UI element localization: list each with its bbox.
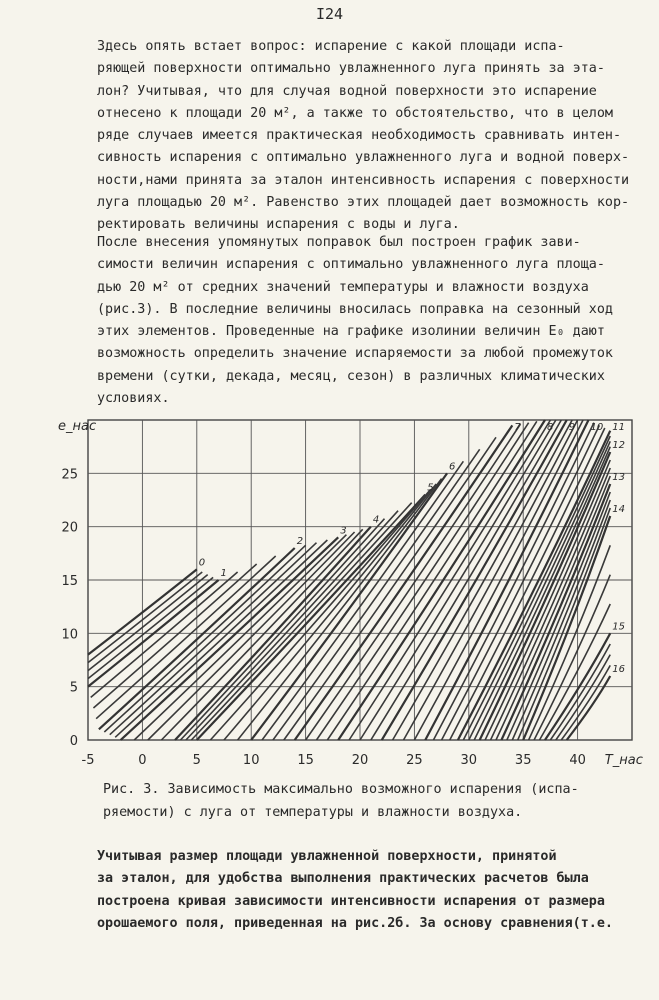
figure-caption xyxy=(103,778,633,824)
paragraph-2-line: (рис.3). В последние величины вносилась поправка на сезонный ход xyxy=(97,301,613,317)
paragraph-2-line: симости величин испарения с оптимально увлажненного луга площа- xyxy=(97,257,605,273)
y-tick-label: 15 xyxy=(61,574,78,589)
isoline-label-9: 9 xyxy=(568,422,576,433)
paragraph-3-line: построена кривая зависимости интенсивности испарения от размера xyxy=(97,893,605,909)
x-tick-label: 30 xyxy=(460,753,478,768)
x-tick-label: 25 xyxy=(406,753,423,768)
isoline-label-16: 16 xyxy=(612,664,625,675)
paragraph-3 xyxy=(97,846,627,935)
isoline-label-8: 8 xyxy=(546,422,554,433)
caption-line: Рис. 3. Зависимость максимально возможного испарения (испа- xyxy=(103,782,579,797)
paragraph-2-line: После внесения упомянутых поправок был построен график зави- xyxy=(97,235,581,250)
paragraph-1-line: ряющей поверхности оптимально увлажненного луга принять за эта- xyxy=(97,61,605,77)
paragraph-3-line: орошаемого поля, приведенная на рис.2б. За основу сравнения(т.е. xyxy=(97,915,613,931)
paragraph-1 xyxy=(97,36,630,237)
paragraph-1-line: ректировать величины испарения с воды и луга. xyxy=(97,217,460,233)
y-tick-label: 0 xyxy=(69,734,78,749)
x-tick-label: 10 xyxy=(242,753,260,768)
isoline-label-10: 10 xyxy=(590,422,604,433)
paragraph-1-line: отнесено к площади 20 м², а также то обстоятельство, что в целом xyxy=(97,105,613,121)
paragraph-1-line: сивность испарения с оптимально увлажненного луга и водной поверх- xyxy=(97,150,630,166)
isoline-hatch xyxy=(491,468,611,740)
y-tick-label: 20 xyxy=(61,520,78,536)
x-tick-label: 5 xyxy=(192,753,201,768)
isoline-hatch xyxy=(306,424,521,740)
paragraph-1-line: ряде случаев имеется практическая необходимость сравнивать интен- xyxy=(97,128,622,144)
isoline-label-14: 14 xyxy=(612,504,625,515)
isoline-hatch xyxy=(238,479,442,740)
isoline-16 xyxy=(567,676,611,740)
x-tick-label: 15 xyxy=(297,753,314,768)
isoline-label-1: 1 xyxy=(220,568,227,579)
paragraph-2-line: возможность определить значение испаряемости за любой промежуток xyxy=(97,346,613,362)
paragraph-2-line: времени (сутки, декада, месяц, сезон) в различных климатических xyxy=(97,368,605,384)
isoline-label-6: 6 xyxy=(449,461,456,473)
paragraph-2-line: дью 20 м² от средних значений температуры и влажности воздуха xyxy=(97,279,589,295)
isoline-label-5: 5 xyxy=(427,482,434,494)
paragraph-1-line: лон? Учитывая, что для случая водной поверхности это испарение xyxy=(97,83,597,99)
isoline-hatch xyxy=(262,461,463,740)
isoline-label-15: 15 xyxy=(612,621,625,633)
isoline-hatch xyxy=(469,441,610,740)
y-tick-label: 5 xyxy=(69,680,78,696)
isoline-hatch xyxy=(134,535,346,740)
paragraph-3-line: за эталон, для удобства выполнения практических расчетов была xyxy=(97,871,589,887)
y-axis-label: e_нас xyxy=(58,419,97,434)
x-tick-label: 40 xyxy=(569,753,586,768)
x-tick-label: 0 xyxy=(138,753,147,768)
isoline-label-7: 7 xyxy=(514,422,521,433)
isoline-label-2: 2 xyxy=(296,536,304,547)
isoline-hatch xyxy=(327,421,536,740)
paragraph-1-line: луга площадью 20 м². Равенство этих площадей дает возможность кор- xyxy=(97,195,630,211)
paragraph-2 xyxy=(97,232,627,410)
x-tick-label: 20 xyxy=(351,753,369,768)
y-tick-label: 10 xyxy=(61,627,78,643)
x-tick-label: -5 xyxy=(81,753,95,768)
paragraph-1-line: ности,нами принята за эталон интенсивность испарения с поверхности xyxy=(97,172,630,188)
isoline-label-4: 4 xyxy=(372,514,380,526)
paragraph-2-line: условиях. xyxy=(97,391,170,407)
caption-line: ряемости) с луга от температуры и влажности воздуха. xyxy=(103,805,523,820)
page-number: I24 xyxy=(315,5,344,23)
isoline-label-3: 3 xyxy=(340,525,347,537)
isoline-label-0: 0 xyxy=(198,557,206,569)
isoline-label-13: 13 xyxy=(612,472,625,483)
y-tick-label: 25 xyxy=(61,467,78,483)
isoline-label-12: 12 xyxy=(612,440,625,451)
paragraph-1-line: Здесь опять встает вопрос: испарение с какой площади испа- xyxy=(97,39,565,54)
paragraph-2-line: этих элементов. Проведенные на графике изолинии величин E₀ дают xyxy=(97,324,605,340)
x-tick-label: 35 xyxy=(514,753,532,768)
paragraph-3-line: Учитывая размер площади увлажненной поверхности, принятой xyxy=(97,849,557,864)
x-axis-label: T_нас xyxy=(604,753,643,768)
isoline-label-11: 11 xyxy=(612,422,625,433)
figure-3-chart xyxy=(0,400,659,780)
